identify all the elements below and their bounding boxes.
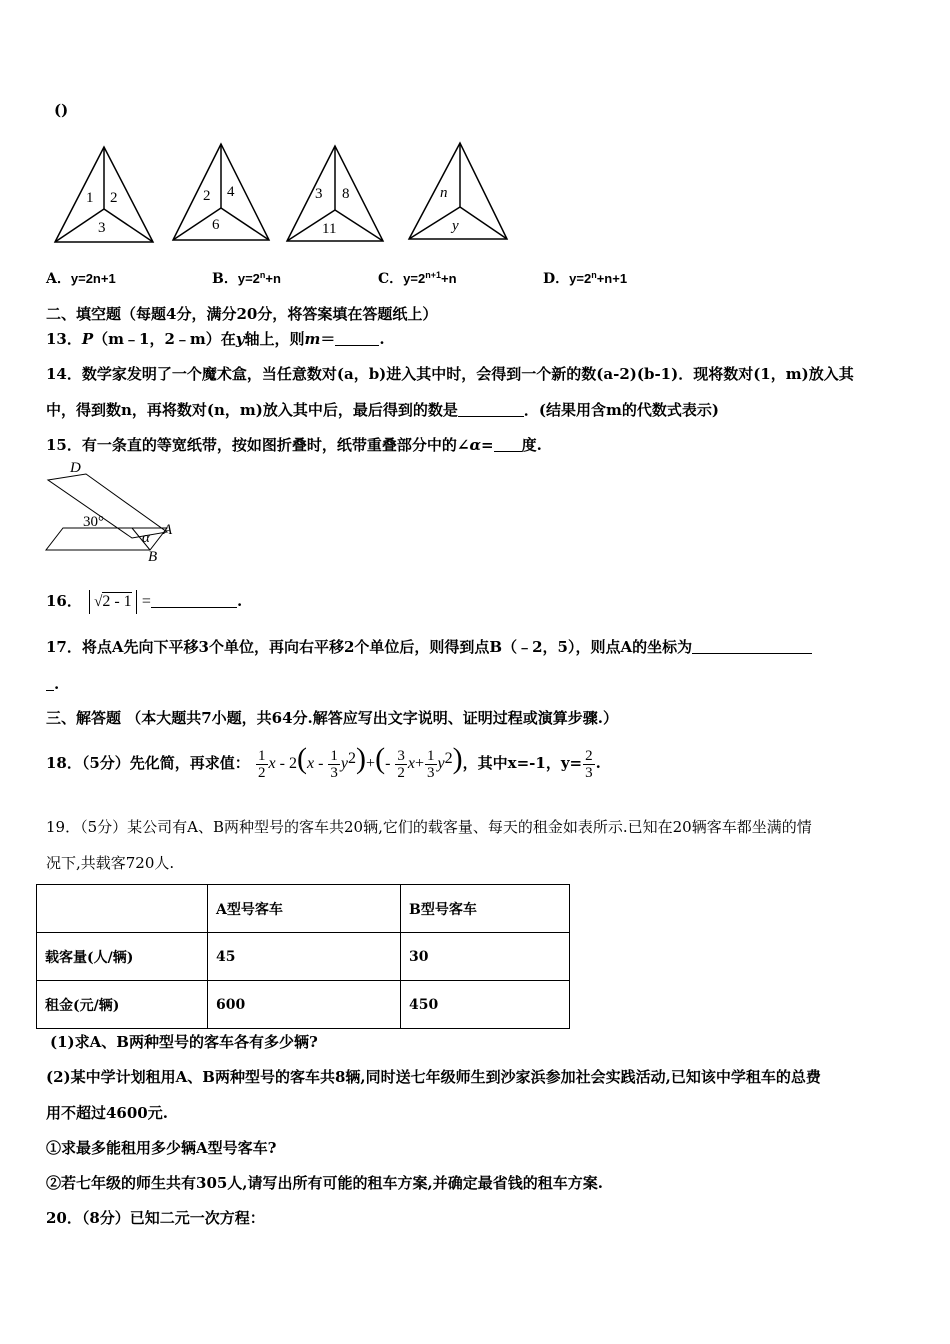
table-row [37, 933, 570, 981]
q13-answer-blank[interactable] [335, 331, 379, 346]
table-cell: 600 [208, 981, 401, 1029]
table-row [37, 981, 570, 1029]
table-cell [37, 885, 208, 933]
q19-part2-line1: (2)某中学计划租用A、B两种型号的客车共8辆,同时送七年级师生到沙家浜参加社会实践活动,已知该中学租车的总费 [46, 1068, 821, 1086]
q19-part2-line2: 用不超过4600元. [46, 1104, 168, 1122]
triangle-figure-1 [52, 145, 156, 245]
table-cell: 30 [401, 933, 570, 981]
fig2-top-right: 4 [227, 184, 235, 200]
table-cell: A型号客车 [208, 885, 401, 933]
q16-answer-blank[interactable] [151, 593, 237, 608]
table-cell: 45 [208, 933, 401, 981]
q19-line2: 况下,共载客720人. [46, 854, 175, 872]
table-cell: 载客量(人/辆) [37, 933, 208, 981]
q19-part2-sub2: ②若七年级的师生共有305人,请写出所有可能的租车方案,并确定最省钱的租车方案. [46, 1174, 603, 1192]
section-3-title: 三、解答题 （本大题共7小题，共64分.解答应写出文字说明、证明过程或演算步骤.） [46, 709, 618, 727]
q12-paren: () [54, 101, 69, 119]
triangle-figure-3 [284, 144, 386, 244]
fig1-top-right: 2 [110, 190, 118, 206]
q19-line1: 19．（5分）某公司有A、B两种型号的客车共20辆,它们的载客量、每天的租金如表所示.已知在20辆客车都坐满的情 [46, 818, 812, 836]
q16-abs-value: 2 - 1 [102, 593, 132, 610]
q20: 20．（8分）已知二元一次方程： [46, 1209, 265, 1227]
q17: 17．将点A先向下平移3个单位，再向右平移2个单位后，则得到点B（﹣2，5），则点A的坐标为 [46, 637, 812, 657]
fig1-top-left: 1 [86, 190, 94, 206]
section-2-title: 二、填空题（每题4分，满分20分，将答案填在答题纸上） [46, 305, 438, 323]
q13: 13．P（m﹣1，2﹣m）在y轴上，则m＝ . [46, 330, 385, 348]
fig2-bottom: 6 [212, 217, 220, 233]
fig1-bottom: 3 [98, 220, 106, 236]
fig3-top-right: 8 [342, 186, 350, 202]
triangle-figure-2 [170, 142, 272, 244]
q18: 18．（5分）先化简，再求值： $\frac{1}{2}$ x - 2(x - $\frac{1}{3}$ $y^2)+(-$ $\frac{3}{2}$ x+ $\frac{1}{3}$ $y^2$)，其中x=-1，y= $\frac{2}{3}$ . [46, 742, 601, 781]
q15: 15．有一条直的等宽纸带，按如图折叠时，纸带重叠部分中的∠α= 度. [46, 436, 542, 454]
q19-part1: (1)求A、B两种型号的客车各有多少辆? [50, 1033, 318, 1051]
table-cell: B型号客车 [401, 885, 570, 933]
option-c[interactable]: C．$y=2^{n+1}+n$ [378, 270, 457, 287]
fig4-top-left: n [440, 185, 448, 201]
q14-answer-blank[interactable] [458, 402, 524, 417]
q16: 16． √2 - 1 = . [46, 590, 242, 614]
q14-line1: 14．数学家发明了一个魔术盒，当任意数对(a，b)进入其中时，会得到一个新的数(a-2)(b-1)．现将数对(1，m)放入其 [46, 365, 854, 383]
rental-table [36, 884, 570, 1029]
option-a[interactable]: A．y=2n+1 [46, 271, 116, 287]
table-cell: 450 [401, 981, 570, 1029]
label-d: D [70, 462, 81, 476]
fig3-bottom: 11 [322, 221, 337, 237]
q15-answer-blank[interactable] [494, 437, 522, 452]
q17-answer-blank[interactable] [692, 639, 812, 654]
q17-end: . [46, 674, 59, 694]
label-b: B [148, 549, 158, 565]
triangle-figure-4 [406, 141, 510, 243]
label-a: A [163, 522, 173, 538]
fig4-bottom: y [452, 218, 459, 234]
paper-strip-figure [40, 462, 180, 566]
label-alpha: α [142, 530, 150, 546]
option-b[interactable]: B．$y=2^n+n$ [212, 270, 281, 287]
option-d[interactable]: D．$y=2^n+n+1$ [543, 270, 628, 287]
q14-line2: 中，得到数n，再将数对(n，m)放入其中后，最后得到的数是 ．(结果用含m的代数式表示) [46, 401, 719, 419]
label-30-degree: 30° [83, 514, 104, 530]
q19-part2-sub1: ①求最多能租用多少辆A型号客车? [46, 1139, 277, 1157]
table-header-row [37, 885, 570, 933]
fig2-top-left: 2 [203, 188, 211, 204]
fig3-top-left: 3 [315, 186, 323, 202]
table-cell: 租金(元/辆) [37, 981, 208, 1029]
